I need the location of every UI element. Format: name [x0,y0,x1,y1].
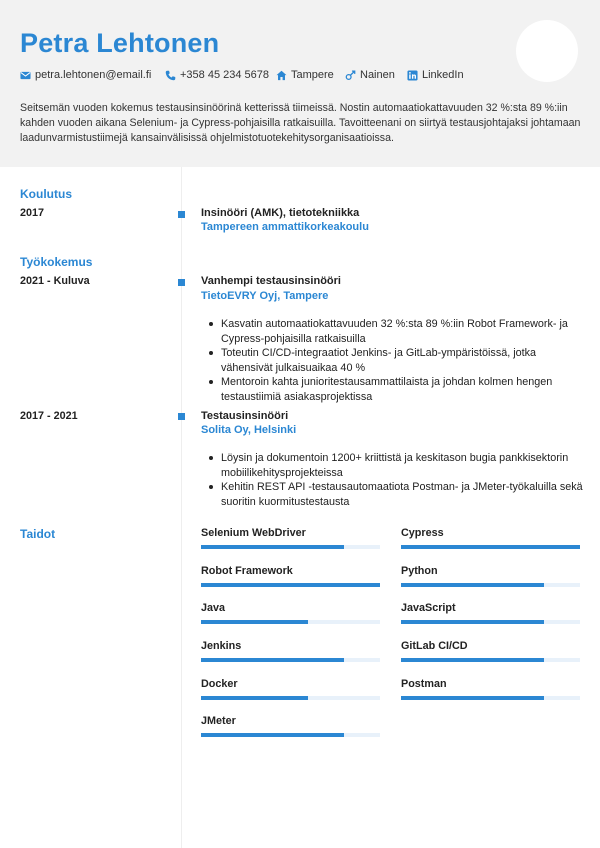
skill-level-bar [401,658,544,662]
section-title-education: Koulutus [20,187,72,201]
contact-phone[interactable] [165,69,269,81]
section-title-experience: Työkokemus [20,255,93,269]
education-date: 2017 [20,207,45,219]
header [0,0,600,167]
skill-item [401,527,581,557]
linkedin-icon [407,70,418,81]
skill-name: GitLab CI/CD [401,640,468,652]
skill-level-track [401,658,580,662]
skill-level-track [201,545,380,549]
home-icon [276,70,287,81]
avatar [516,20,578,82]
education-degree: Insinööri (AMK), tietotekniikka [201,207,360,219]
skill-level-bar [201,620,308,624]
contact-location-text: Tampere [291,69,334,81]
contact-gender [345,69,395,81]
timeline-marker [178,211,185,218]
skill-item [401,640,581,670]
skill-name: Cypress [401,527,444,539]
skill-item [201,678,381,708]
gender-icon [345,70,356,81]
skill-name: Java [201,602,226,614]
list-item: Toteutin CI/CD-integraatiot Jenkins- ja GitLab-ympäristöissä, jotka vähensivät julkaisuaikaa 40 % [206,346,586,375]
skill-level-bar [201,658,344,662]
skill-item [401,678,581,708]
skill-level-bar [401,696,544,700]
skill-item [401,602,581,632]
email-icon [20,70,31,81]
contact-linkedin[interactable] [407,69,464,81]
skill-name: JavaScript [401,602,456,614]
skill-name: Robot Framework [201,565,293,577]
section-title-skills: Taidot [20,527,56,541]
skill-name: JMeter [201,715,236,727]
candidate-name: Petra Lehtonen [20,28,220,58]
experience-role: Testausinsinööri [201,410,289,422]
profile-summary: Seitsemän vuoden kokemus testausinsinöörinä ketterissä tiimeissä. Nostin automaatiokattavuuden 32 %:sta 89 %:iin kahden vuoden aikana Selenium- ja Cypress-pohjaisilla ratkaisuilla. Tavoitteenani on siirtyä testausjohtajaksi johtamaan laadunvarmistustiimejä kansainvälisissä ohjelmistotuotekehitysorganisaatioissa. [20,102,581,144]
phone-icon [165,70,176,81]
skill-level-bar [401,583,544,587]
skill-name: Selenium WebDriver [201,527,306,539]
experience-company: TietoEVRY Oyj, Tampere [201,290,329,302]
skill-level-track [401,696,580,700]
list-item: Kasvatin automaatiokattavuuden 32 %:sta 89 %:iin Robot Framework- ja Cypress-pohjaisilla ratkaisuilla [206,317,586,346]
experience-achievements [206,317,586,405]
skill-level-track [201,583,380,587]
experience-date: 2017 - 2021 [20,410,78,422]
skill-level-track [201,733,380,737]
skill-level-track [401,545,580,549]
education-school: Tampereen ammattikorkeakoulu [201,221,369,233]
skill-level-bar [201,733,344,737]
list-item: Löysin ja dokumentoin 1200+ kriittistä ja keskitason bugia pankkisektorin mobiilikehitysprojekteissa [206,451,586,480]
skill-level-bar [201,545,344,549]
experience-role: Vanhempi testausinsinööri [201,275,341,287]
skill-level-bar [401,545,580,549]
skill-level-bar [201,696,308,700]
skill-level-track [201,658,380,662]
experience-company: Solita Oy, Helsinki [201,424,297,436]
experience-date: 2021 - Kuluva [20,275,90,287]
skill-name: Postman [401,678,447,690]
skill-item [201,602,381,632]
skill-level-bar [401,620,544,624]
list-item: Mentoroin kahta junioritestausammattilaista ja johdan kolmen hengen testaustiimiä asiakasprojektissa [206,375,586,404]
contact-linkedin-text: LinkedIn [422,69,464,81]
contact-email-text: petra.lehtonen@email.fi [35,69,152,81]
contact-email[interactable] [20,69,151,81]
skill-level-bar [201,583,380,587]
skill-level-track [401,620,580,624]
contact-phone-text: +358 45 234 5678 [180,69,270,81]
skill-name: Docker [201,678,238,690]
skill-item [201,527,381,557]
timeline-marker [178,413,185,420]
skill-level-track [201,620,380,624]
timeline-marker [178,279,185,286]
timeline-divider [181,167,182,848]
skill-name: Python [401,565,438,577]
experience-achievements [206,451,586,509]
skill-name: Jenkins [201,640,242,652]
skill-level-track [401,583,580,587]
skill-level-track [201,696,380,700]
skill-item [201,640,381,670]
skill-item [401,565,581,595]
skill-item [201,565,381,595]
contact-gender-text: Nainen [360,69,395,81]
contact-location [276,69,334,81]
skill-item [201,715,381,745]
list-item: Kehitin REST API -testausautomaatiota Postman- ja JMeter-työkaluilla sekä suoritin kuormitustestausta [206,480,586,509]
